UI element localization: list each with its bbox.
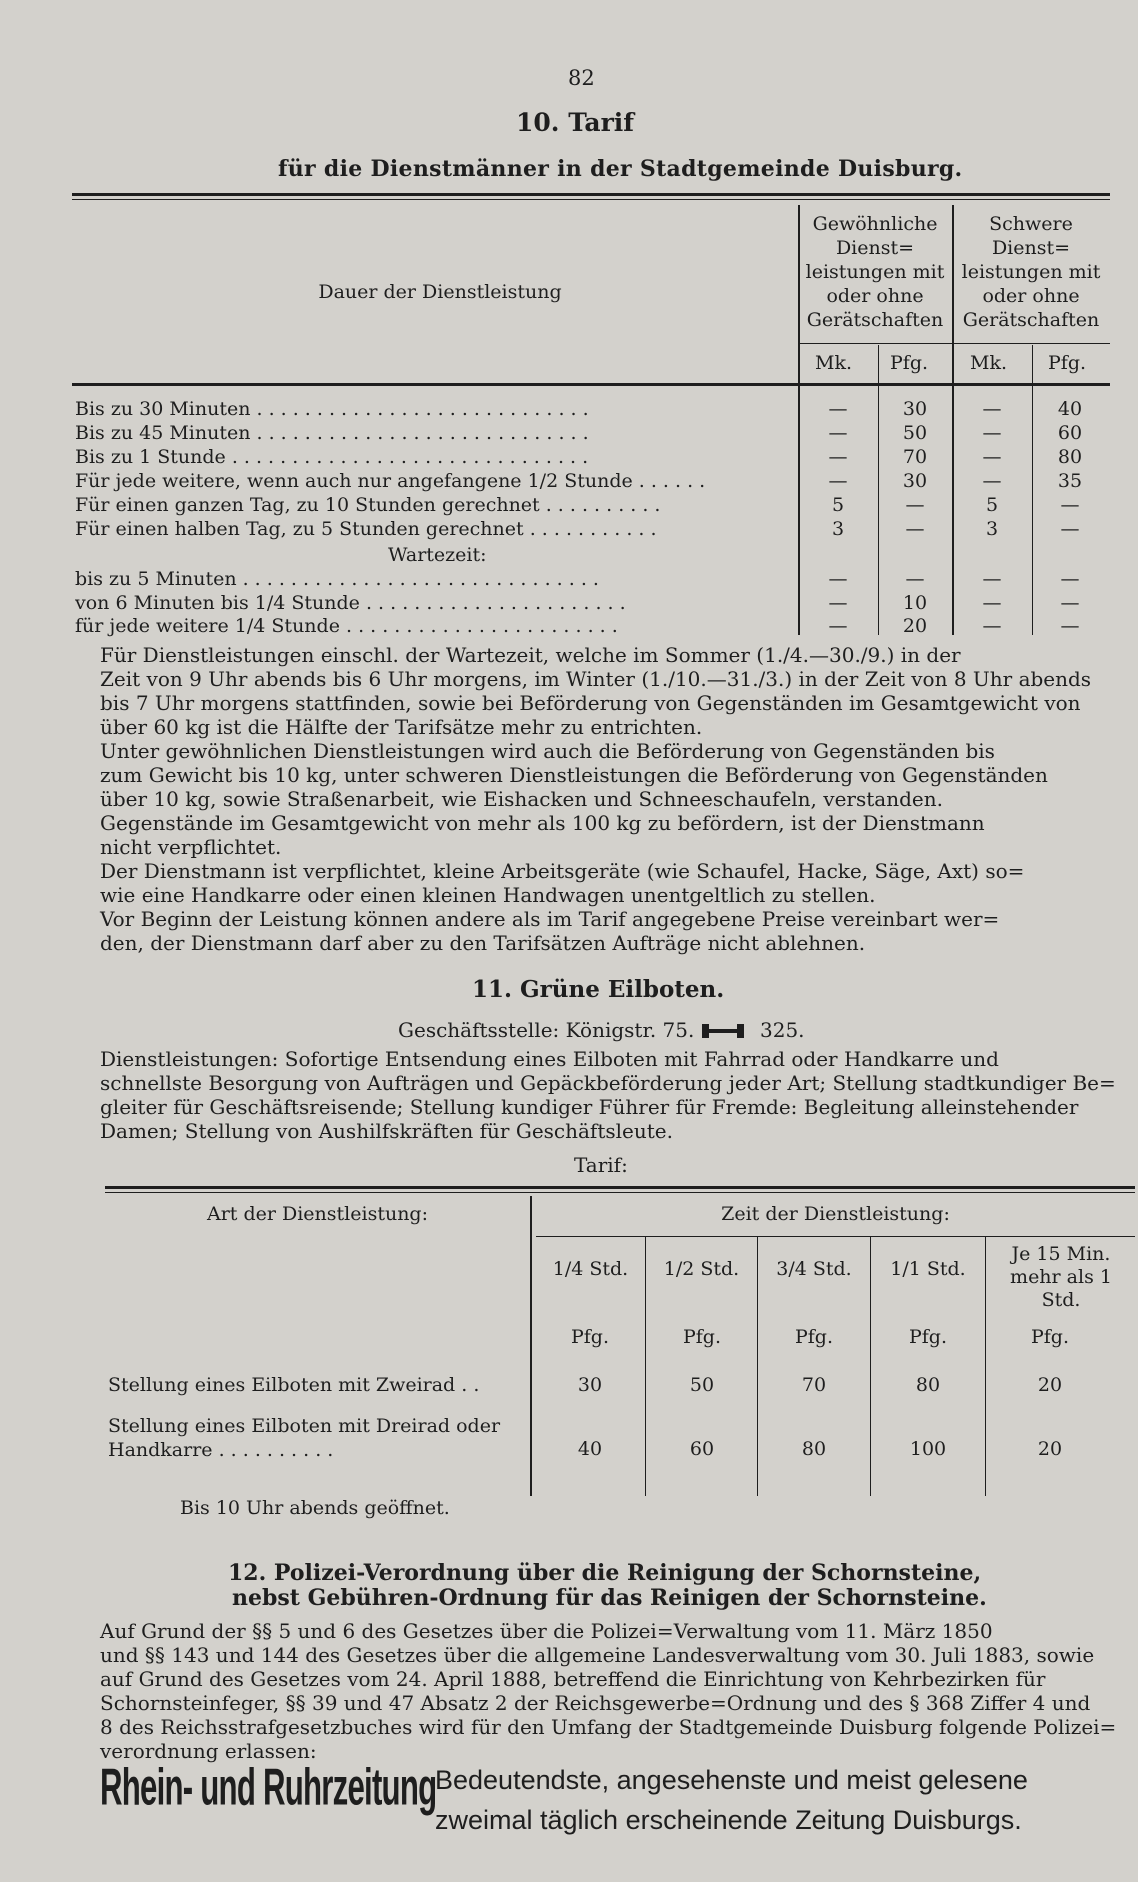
tariff-label: Tarif: xyxy=(574,1153,628,1177)
time-col-header: 3/4 Std. xyxy=(776,1258,852,1280)
paragraph-line: Für Dienstleistungen einschl. der Wartezeit, welche im Sommer (1./4.—30./9.) in der xyxy=(100,643,961,667)
section12-subtitle: nebst Gebühren-Ordnung für das Reinigen der Schornsteine. xyxy=(232,1585,987,1611)
cell: — xyxy=(982,568,1002,590)
paragraph-line: wie eine Handkarre oder einen kleinen Handwagen unentgeltlich zu stellen. xyxy=(100,883,876,907)
paragraph-line: auf Grund des Gesetzes vom 24. April 1888, betreffend die Einrichtung von Kehrbezirken für xyxy=(100,1667,1046,1691)
cell: — xyxy=(982,422,1002,444)
paragraph-line: schnellste Besorgung von Aufträgen und Gepäckbeförderung jeder Art; Stellung stadtkundiger Be= xyxy=(100,1071,1116,1095)
column-divider xyxy=(530,1196,532,1496)
cell: — xyxy=(982,398,1002,420)
header-line: Gewöhnliche xyxy=(812,213,938,235)
paragraph-line: über 10 kg, sowie Straßenarbeit, wie Eishacken und Schneeschaufeln, verstanden. xyxy=(100,787,943,811)
cell: 30 xyxy=(902,470,928,492)
col-duration-header: Dauer der Dienstleistung xyxy=(318,281,562,303)
row-label: Stellung eines Eilboten mit Dreirad oder Handkarre . . . . . . . . . . xyxy=(108,1415,501,1461)
cell: — xyxy=(1060,592,1080,614)
time-col-header: 1/2 Std. xyxy=(663,1258,740,1280)
phone-number: 325. xyxy=(760,1018,805,1042)
header-line: Dienst= xyxy=(991,237,1071,259)
cell: 10 xyxy=(902,592,928,614)
unit-pfg: Pfg. xyxy=(1030,1326,1070,1348)
header-line: leistungen mit xyxy=(961,261,1101,283)
cell: 3 xyxy=(831,518,845,540)
paragraph-line: bis 7 Uhr morgens stattfinden, sowie bei Beförderung von Gegenständen im Gesamtgewicht von xyxy=(100,691,1081,715)
unit-mk: Mk. xyxy=(970,352,1008,374)
cell: — xyxy=(1060,568,1080,590)
cell: — xyxy=(828,446,848,468)
column-divider xyxy=(1032,345,1033,635)
time-col-header: 1/4 Std. xyxy=(552,1258,629,1280)
cell: — xyxy=(828,422,848,444)
paragraph-line: gleiter für Geschäftsreisende; Stellung kundiger Führer für Fremde: Begleitung alleinstehender xyxy=(100,1095,1079,1119)
table-rule xyxy=(72,193,1110,196)
waiting-time-label: Wartezeit: xyxy=(388,544,487,566)
cell: 50 xyxy=(689,1374,715,1396)
cell: 100 xyxy=(909,1438,947,1460)
time-col-header: Je 15 Min. mehr als 1 Std. xyxy=(1010,1243,1112,1311)
table-rule xyxy=(72,199,1110,200)
section10-subtitle: für die Dienstmänner in der Stadtgemeinde Duisburg. xyxy=(278,156,963,182)
cell: — xyxy=(905,568,925,590)
unit-mk: Mk. xyxy=(815,352,853,374)
unit-pfg: Pfg. xyxy=(890,352,929,374)
header-line: leistungen mit xyxy=(805,261,945,283)
cell: 30 xyxy=(902,398,928,420)
row-label: von 6 Minuten bis 1/4 Stunde . . . . . . . . . . . . . . . . . . . . . . xyxy=(75,592,626,614)
paragraph-line: verordnung erlassen: xyxy=(100,1739,317,1763)
paragraph-line: den, der Dienstmann darf aber zu den Tarifsätzen Aufträge nicht ablehnen. xyxy=(100,931,866,955)
cell: 80 xyxy=(1057,446,1083,468)
cell: — xyxy=(828,470,848,492)
cell: — xyxy=(828,592,848,614)
column-divider xyxy=(985,1236,986,1496)
cell: — xyxy=(982,615,1002,637)
cell: — xyxy=(1060,615,1080,637)
column-divider xyxy=(878,345,879,635)
paragraph-line: und §§ 143 und 144 des Gesetzes über die allgemeine Landesverwaltung vom 30. Juli 1883, sowie xyxy=(100,1643,1095,1667)
cell: 5 xyxy=(831,494,845,516)
row-label: Bis zu 45 Minuten . . . . . . . . . . . . . . . . . . . . . . . . . . . . xyxy=(75,422,589,444)
time-col-header: 1/1 Std. xyxy=(890,1258,966,1280)
row-label: Bis zu 1 Stunde . . . . . . . . . . . . . . . . . . . . . . . . . . . . . . xyxy=(75,446,589,468)
table-rule xyxy=(105,1186,1135,1189)
cell: 35 xyxy=(1057,470,1083,492)
cell: — xyxy=(1060,494,1080,516)
opening-hours: Bis 10 Uhr abends geöffnet. xyxy=(180,1497,450,1519)
row-label: Für jede weitere, wenn auch nur angefangene 1/2 Stunde . . . . . . xyxy=(75,470,706,492)
cell: — xyxy=(982,592,1002,614)
unit-pfg: Pfg. xyxy=(908,1326,948,1348)
cell: — xyxy=(905,518,925,540)
row-label: bis zu 5 Minuten . . . . . . . . . . . . . . . . . . . . . . . . . . . . . . xyxy=(75,568,599,590)
paragraph-line: nicht verpflichtet. xyxy=(100,835,282,859)
header-line: Dienst= xyxy=(835,237,915,259)
header-line: Schwere xyxy=(989,213,1073,235)
paragraph-line: über 60 kg ist die Hälfte der Tarifsätze mehr zu entrichten. xyxy=(100,715,703,739)
ad-newspaper-name: Rhein- und Ruhrzeitung xyxy=(100,1759,437,1817)
header-line: oder ohne xyxy=(826,285,924,307)
paragraph-line: zum Gewicht bis 10 kg, unter schweren Dienstleistungen die Beförderung von Gegenständen xyxy=(100,763,1048,787)
paragraph-line: Damen; Stellung von Aushilfskräften für Geschäftsleute. xyxy=(100,1119,673,1143)
row-label: Für einen ganzen Tag, zu 10 Stunden gerechnet . . . . . . . . . . xyxy=(75,494,661,516)
col-service-header: Art der Dienstleistung: xyxy=(206,1203,428,1225)
cell: 80 xyxy=(801,1438,827,1460)
paragraph-line: Der Dienstmann ist verpflichtet, kleine Arbeitsgeräte (wie Schaufel, Hacke, Säge, Axt) so= xyxy=(100,859,1025,883)
unit-pfg: Pfg. xyxy=(794,1326,834,1348)
cell: — xyxy=(982,470,1002,492)
office-address: Geschäftsstelle: Königstr. 75. xyxy=(398,1018,695,1042)
row-label: Stellung eines Eilboten mit Zweirad . . xyxy=(108,1374,480,1396)
ad-slogan-line1: Bedeutendste, angesehenste und meist gelesene xyxy=(435,1765,1028,1795)
cell: 40 xyxy=(1057,398,1083,420)
col-normal-header xyxy=(798,212,952,332)
cell: 30 xyxy=(577,1374,603,1396)
cell: — xyxy=(828,398,848,420)
row-label: Für einen halben Tag, zu 5 Stunden gerechnet . . . . . . . . . . . xyxy=(75,518,657,540)
header-line: Gerätschaften xyxy=(806,309,944,331)
paragraph-line: Gegenstände im Gesamtgewicht von mehr als 100 kg zu befördern, ist der Dienstmann xyxy=(100,811,985,835)
cell: — xyxy=(828,615,848,637)
cell: 5 xyxy=(985,494,999,516)
cell: — xyxy=(905,494,925,516)
cell: 80 xyxy=(915,1374,941,1396)
paragraph-line: Vor Beginn der Leistung können andere als im Tarif angegebene Preise vereinbart wer= xyxy=(100,907,1000,931)
header-line: oder ohne xyxy=(982,285,1080,307)
unit-pfg: Pfg. xyxy=(570,1326,610,1348)
ad-slogan-line2: zweimal täglich erscheinende Zeitung Duisburgs. xyxy=(435,1805,1022,1835)
page-number: 82 xyxy=(568,66,595,90)
cell: — xyxy=(1060,518,1080,540)
col-time-header: Zeit der Dienstleistung: xyxy=(721,1203,950,1225)
table-rule xyxy=(798,343,1110,344)
header-line: Gerätschaften xyxy=(962,309,1100,331)
section10-title: 10. Tarif xyxy=(516,108,635,137)
paragraph-line: Auf Grund der §§ 5 und 6 des Gesetzes über die Polizei=Verwaltung vom 11. März 1850 xyxy=(100,1619,993,1643)
section12-title: 12. Polizei-Verordnung über die Reinigung der Schornsteine, xyxy=(228,1560,982,1586)
cell: 20 xyxy=(902,615,928,637)
cell: 70 xyxy=(801,1374,827,1396)
cell: 50 xyxy=(902,422,928,444)
table-rule xyxy=(72,383,1110,386)
cell: 60 xyxy=(1057,422,1083,444)
cell: — xyxy=(828,568,848,590)
paragraph-line: Dienstleistungen: Sofortige Entsendung eines Eilboten mit Fahrrad oder Handkarre und xyxy=(100,1047,999,1071)
paragraph-line: Zeit von 9 Uhr abends bis 6 Uhr morgens, im Winter (1./10.—31./3.) in der Zeit von 8 Uhr abends xyxy=(100,667,1092,691)
paragraph-line: Unter gewöhnlichen Dienstleistungen wird auch die Beförderung von Gegenständen bis xyxy=(100,739,995,763)
col-heavy-header xyxy=(952,212,1110,332)
section11-title: 11. Grüne Eilboten. xyxy=(472,976,725,1003)
paragraph-line: Schornsteinfeger, §§ 39 und 47 Absatz 2 der Reichsgewerbe=Ordnung und des § 368 Ziffer 4 und xyxy=(100,1691,1091,1715)
unit-pfg: Pfg. xyxy=(1048,352,1087,374)
unit-pfg: Pfg. xyxy=(682,1326,722,1348)
cell: 70 xyxy=(902,446,928,468)
table-rule xyxy=(105,1192,1135,1193)
table-rule xyxy=(536,1236,1135,1237)
cell: 20 xyxy=(1037,1438,1063,1460)
cell: 3 xyxy=(985,518,999,540)
cell: 40 xyxy=(577,1438,603,1460)
cell: 60 xyxy=(689,1438,715,1460)
cell: 20 xyxy=(1037,1374,1063,1396)
paragraph-line: 8 des Reichsstrafgesetzbuches wird für den Umfang der Stadtgemeinde Duisburg folgende Polizei= xyxy=(100,1715,1117,1739)
newspaper-advertisement xyxy=(100,1755,1138,1845)
cell: — xyxy=(982,446,1002,468)
row-label: für jede weitere 1/4 Stunde . . . . . . . . . . . . . . . . . . . . . . . xyxy=(75,615,618,637)
row-label: Bis zu 30 Minuten . . . . . . . . . . . . . . . . . . . . . . . . . . . . xyxy=(75,398,589,420)
telephone-icon xyxy=(700,1022,746,1040)
